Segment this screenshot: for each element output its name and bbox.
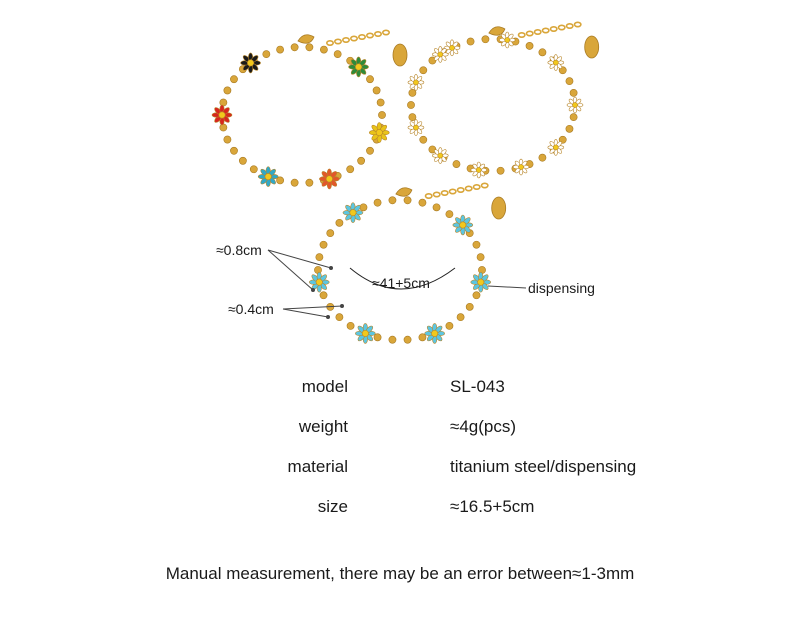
daisy-charm [499, 32, 515, 48]
spec-value: titanium steel/dispensing [450, 457, 637, 476]
bracelet-white-daisy [407, 22, 598, 178]
measurement-disclaimer: Manual measurement, there may be an error between≈1-3mm [165, 564, 635, 583]
spec-label: model [301, 377, 348, 396]
daisy-charm [567, 97, 583, 113]
daisy-charm [471, 272, 491, 292]
daisy-charm [355, 323, 375, 343]
daisy-charm [408, 120, 424, 136]
bead-size-label: ≈0.4cm [228, 301, 274, 317]
daisy-charm [212, 105, 232, 125]
bracelet-multicolor [212, 30, 407, 189]
spec-label: material [287, 457, 348, 476]
logo-tag [393, 44, 407, 66]
logo-tag [585, 36, 599, 58]
circumference-label: ≈41+5cm [372, 275, 430, 291]
spec-row-material [0, 457, 800, 481]
daisy-charm [258, 167, 278, 187]
daisy-charm [453, 215, 473, 235]
spec-value: ≈16.5+5cm [450, 497, 535, 516]
spec-row-size [0, 497, 800, 521]
spec-label: weight [298, 417, 348, 436]
daisy-charm [319, 169, 339, 189]
spec-row-model [0, 377, 800, 401]
daisy-charm [408, 74, 424, 90]
spec-row-weight [0, 417, 800, 441]
spec-value: ≈4g(pcs) [450, 417, 517, 436]
daisy-charm [343, 203, 363, 223]
daisy-charm [471, 162, 487, 178]
daisy-charm [241, 53, 261, 73]
bracelet-blue-daisy [309, 183, 505, 343]
daisy-charm [548, 139, 564, 155]
daisy-charm [425, 323, 445, 343]
flower-size-label: ≈0.8cm [216, 242, 262, 258]
finish-label: dispensing [528, 280, 595, 296]
spec-label: size [317, 497, 348, 516]
daisy-charm [432, 148, 448, 164]
lobster-clasp [396, 188, 412, 197]
daisy-charm [432, 46, 448, 62]
daisy-charm [349, 57, 369, 77]
spec-value: SL-043 [450, 377, 505, 396]
daisy-charm [513, 159, 529, 175]
lobster-clasp [298, 35, 314, 44]
daisy-charm [548, 55, 564, 71]
logo-tag [492, 197, 506, 219]
daisy-charm [369, 123, 389, 143]
